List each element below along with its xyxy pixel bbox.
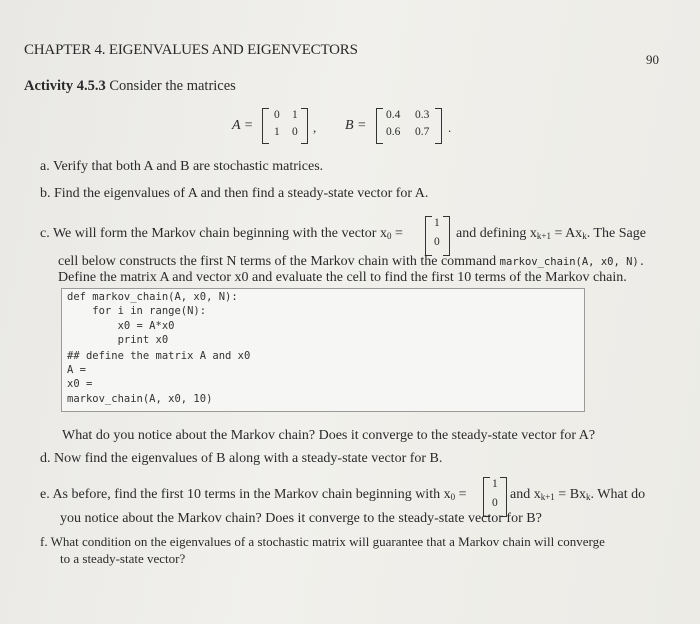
code-line: A = xyxy=(67,364,86,376)
item-e-vector-entry: 0 xyxy=(492,497,498,509)
matrix-b-cell: 0.6 xyxy=(386,126,401,138)
textbook-page: CHAPTER 4. EIGENVALUES AND EIGENVECTORS 90 Activity 4.5.3 Consider the matrices A = 0 1 1 0 , B = 0.4 0.3 0.6 0.7 . a. Verify that both A and B are stochastic matrices. b. Find the eigenvalues of A and then find a steady-state vector for A. c. We will form the Markov chain beginning with the vector $x_0$ = 1 0 and defining $x_{k+1} = Ax_k$. The Sage cell below constructs the first N terms of the Markov chain with the command markov_chain(A, x0, N). Define the matrix A and vector x0 and evaluate the cell to find the first 10 terms of the Markov chain. def markov_chain(A, x0, N): for i in range(N): x0 = A*x0 print x0 ## define the matrix A and x0 A = x0 = markov_chain(A, x0, 10) What do you notice about the Markov chain? Does it converge to the steady-state vector for A? d. Now find the eigenvalues of B along with a steady-state vector for B. e. As before, find the first 10 terms in the Markov chain beginning with $x_0$ = 1 0 and $x_{k+1} = Bx_k$. What do you notice about the Markov chain? Does it converge to the steady-state vector for B? f. What condition on the eigenvalues of a stochastic matrix will guarantee that a Markov chain will converge to a steady-state vector? xyxy=(0,0,700,624)
code-line: print x0 xyxy=(67,334,169,346)
matrix-b-left-bracket xyxy=(376,108,383,144)
item-c-vector-entry: 1 xyxy=(434,217,440,229)
item-c-vector-left-bracket xyxy=(425,216,432,256)
matrix-a-cell: 1 xyxy=(292,109,298,121)
activity-intro: Consider the matrices xyxy=(109,78,236,94)
matrix-b-cell: 0.4 xyxy=(386,109,401,121)
matrix-b-cell: 0.7 xyxy=(415,126,430,138)
matrix-b-cell: 0.3 xyxy=(415,109,430,121)
code-line: for i in range(N): xyxy=(67,305,207,317)
matrix-a-left-bracket xyxy=(262,108,269,144)
item-e-line1-start: e. As before, find the first 10 terms in the Markov chain beginning with $x_0$ = xyxy=(40,487,467,502)
item-f-line2: to a steady-state vector? xyxy=(60,551,186,566)
item-a: a. Verify that both A and B are stochastic matrices. xyxy=(40,159,324,174)
item-c-question: What do you notice about the Markov chain? Does it converge to the steady-state vector for A? xyxy=(62,428,596,443)
item-c-line1-end: and defining $x_{k+1} = Ax_k$. The Sage xyxy=(456,226,646,241)
code-line: def markov_chain(A, x0, N): xyxy=(67,291,238,303)
item-c-vector-right-bracket xyxy=(443,216,450,256)
matrix-b-right-bracket xyxy=(435,108,442,144)
sage-code-cell[interactable] xyxy=(61,288,585,412)
matrix-a-cell: 1 xyxy=(274,126,280,138)
item-c-line2: cell below constructs the first N terms of the Markov chain with the command markov_chain(A, x0, N). xyxy=(58,254,646,269)
item-f-line1: f. What condition on the eigenvalues of a stochastic matrix will guarantee that a Markov chain will converge xyxy=(40,534,605,549)
code-line: ## define the matrix A and x0 xyxy=(67,350,251,362)
item-e-line2: you notice about the Markov chain? Does it converge to the steady-state vector for B? xyxy=(60,511,542,526)
item-c-line3: Define the matrix A and vector x0 and evaluate the cell to find the first 10 terms of the Markov chain. xyxy=(58,270,627,285)
activity-heading xyxy=(24,78,236,95)
item-c-vector-entry: 0 xyxy=(434,236,440,248)
item-e-line1-end: and $x_{k+1} = Bx_k$. What do xyxy=(510,487,646,502)
matrix-a-cell: 0 xyxy=(292,126,298,138)
matrix-a-cell: 0 xyxy=(274,109,280,121)
item-e-vector-entry: 1 xyxy=(492,478,498,490)
chapter-heading: CHAPTER 4. EIGENVALUES AND EIGENVECTORS xyxy=(24,42,358,58)
matrix-a-label: A = xyxy=(232,118,254,133)
matrix-a-right-bracket xyxy=(301,108,308,144)
code-line: x0 = xyxy=(67,378,93,390)
code-line: markov_chain(A, x0, 10) xyxy=(67,393,213,405)
matrix-b-label: B = xyxy=(345,118,367,133)
activity-label: Activity 4.5.3 xyxy=(24,78,106,94)
item-d: d. Now find the eigenvalues of B along with a steady-state vector for B. xyxy=(40,451,443,466)
item-c-line1-start: c. We will form the Markov chain beginning with the vector $x_0$ = xyxy=(40,226,403,241)
page-number: 90 xyxy=(646,52,659,67)
code-line: x0 = A*x0 xyxy=(67,320,175,332)
inline-code: markov_chain(A, x0, N). xyxy=(499,256,646,268)
item-b: b. Find the eigenvalues of A and then find a steady-state vector for A. xyxy=(40,186,429,201)
